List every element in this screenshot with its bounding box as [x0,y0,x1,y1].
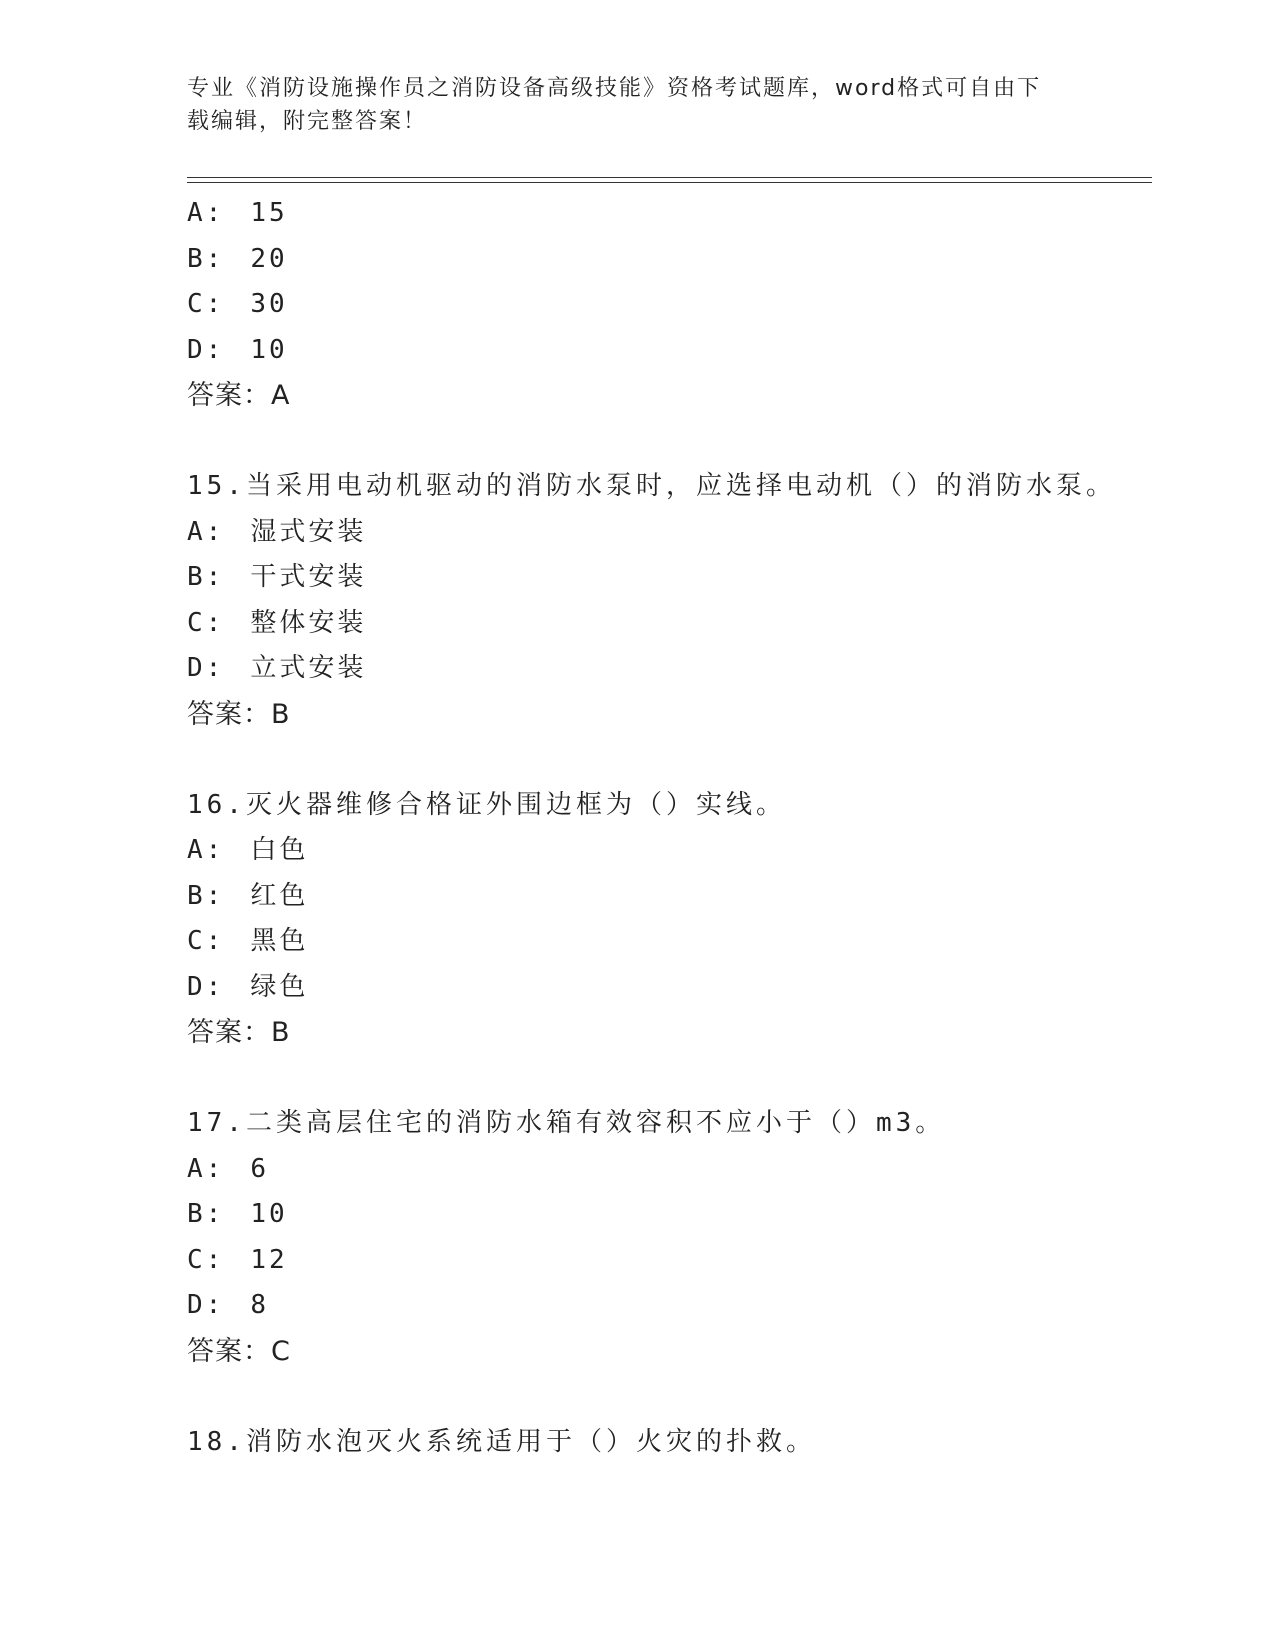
question-list [187,191,1152,1465]
option-key: D: [187,653,225,683]
question-block-14 [187,191,1152,419]
answer-value: C [271,1335,291,1367]
answer-label: 答案： [187,698,271,730]
option-d [187,965,1152,1011]
question-text: 17.二类高层住宅的消防水箱有效容积不应小于（）m3。 [187,1108,946,1138]
option-key: B: [187,243,225,274]
option-text: 干式安装 [250,562,367,592]
question-block-15 [187,464,1152,737]
option-key: D: [187,1290,225,1320]
option-text: 10 [250,1199,288,1229]
option-text: 10 [250,334,288,365]
option-key: B: [187,1199,225,1229]
option-key: B: [187,880,225,911]
question-text: 18.消防水泡灭火系统适用于（）火灾的扑救。 [187,1426,816,1457]
option-text: 黑色 [250,926,309,956]
answer-line [187,1329,1152,1375]
document-header [187,72,1067,138]
option-key: C: [187,607,225,638]
option-text: 整体安装 [250,607,367,638]
option-text: 20 [250,243,288,274]
question-block-17 [187,1101,1152,1374]
option-text: 6 [250,1153,269,1184]
option-a [187,510,1152,556]
header-rule-bottom [187,182,1152,183]
question-text: 15.当采用电动机驱动的消防水泵时，应选择电动机（）的消防水泵。 [187,471,1116,501]
option-b [187,1192,1152,1238]
option-key: D: [187,971,225,1002]
option-c [187,919,1152,965]
answer-label: 答案： [187,1335,271,1367]
option-key: A: [187,198,225,228]
option-key: D: [187,334,225,365]
option-a [187,191,1152,237]
option-c [187,601,1152,647]
option-text: 30 [250,289,288,319]
answer-label: 答案： [187,380,271,411]
option-b [187,874,1152,920]
option-key: A: [187,516,225,547]
option-b [187,555,1152,601]
option-text: 白色 [250,835,309,865]
option-text: 湿式安装 [250,516,367,547]
option-a [187,1147,1152,1193]
answer-value: A [271,380,291,411]
option-c [187,282,1152,328]
option-key: C: [187,1244,225,1275]
answer-line [187,1010,1152,1056]
answer-line [187,373,1152,419]
option-key: B: [187,562,225,592]
option-a [187,828,1152,874]
header-rule-top [187,177,1152,178]
header-line-2: 载编辑，附完整答案！ [187,109,428,134]
option-text: 15 [250,198,288,228]
answer-line [187,692,1152,738]
option-d [187,328,1152,374]
option-key: A: [187,1153,225,1184]
question-text: 16.灭火器维修合格证外围边框为（）实线。 [187,789,786,820]
option-text: 12 [250,1244,288,1275]
option-text: 绿色 [250,971,309,1002]
question-block-16 [187,783,1152,1056]
answer-value: B [271,1017,291,1048]
answer-label: 答案： [187,1017,271,1048]
header-line-1: 专业《消防设施操作员之消防设备高级技能》资格考试题库，word格式可自由下 [187,76,1042,101]
option-text: 红色 [250,880,309,911]
option-c [187,1238,1152,1284]
option-text: 8 [250,1290,269,1320]
option-text: 立式安装 [250,653,367,683]
option-key: C: [187,289,225,319]
option-d [187,1283,1152,1329]
option-key: C: [187,926,225,956]
option-key: A: [187,835,225,865]
option-d [187,646,1152,692]
answer-value: B [271,698,291,730]
question-block-18 [187,1420,1152,1466]
option-b [187,237,1152,283]
